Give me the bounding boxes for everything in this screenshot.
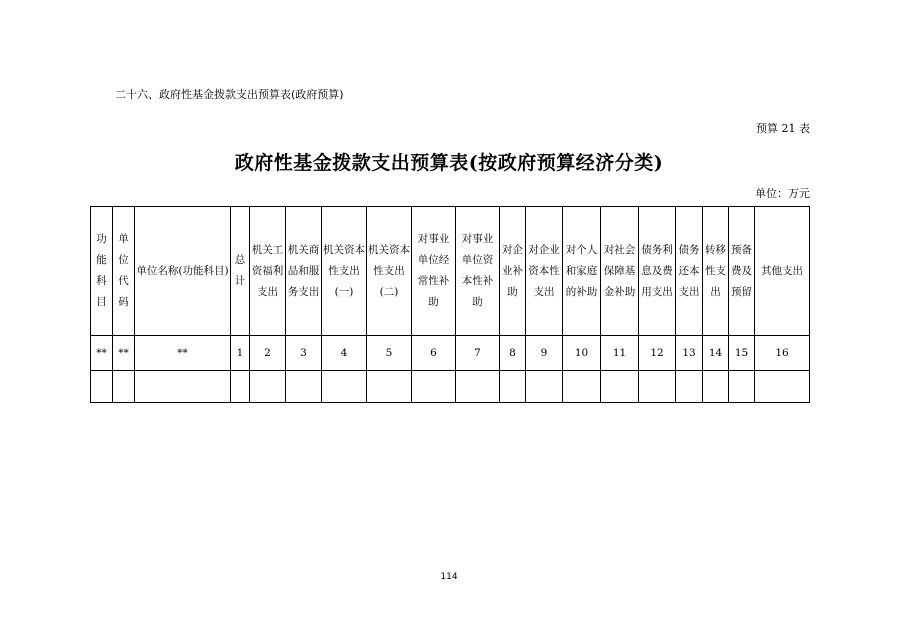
column-index-cell: 8: [500, 336, 526, 371]
index-row: [91, 336, 810, 371]
empty-cell: [500, 371, 526, 403]
column-header: 对企业 资本性 支出: [526, 207, 563, 336]
empty-cell: [322, 371, 367, 403]
column-header: 对事业 单位资 本性补 助: [456, 207, 500, 336]
table-code: 预算 21 表: [756, 122, 810, 135]
column-header: 债务 还本 支出: [676, 207, 703, 336]
empty-cell: [526, 371, 563, 403]
column-index-cell: 12: [639, 336, 676, 371]
empty-cell: [250, 371, 286, 403]
empty-cell: [755, 371, 810, 403]
empty-cell: [367, 371, 412, 403]
empty-cell: [676, 371, 703, 403]
column-index-cell: 6: [412, 336, 456, 371]
empty-cell: [456, 371, 500, 403]
column-index-cell: 2: [250, 336, 286, 371]
unit-label: 单位：万元: [755, 187, 810, 200]
column-header: 对企 业补 助: [500, 207, 526, 336]
column-index-cell: 3: [286, 336, 322, 371]
empty-cell: [703, 371, 729, 403]
column-header: 功 能 科 目: [91, 207, 113, 336]
empty-cell: [135, 371, 231, 403]
empty-cell: [91, 371, 113, 403]
empty-cell: [286, 371, 322, 403]
column-header: 转移 性支 出: [703, 207, 729, 336]
column-index-cell: 1: [231, 336, 250, 371]
column-header: 对社会 保障基 金补助: [601, 207, 639, 336]
column-index-cell: 15: [729, 336, 755, 371]
column-header: 总 计: [231, 207, 250, 336]
column-index-cell: 10: [563, 336, 601, 371]
empty-cell: [563, 371, 601, 403]
empty-cell: [412, 371, 456, 403]
column-index-cell: 4: [322, 336, 367, 371]
column-index-cell: **: [135, 336, 231, 371]
page-number: 114: [440, 572, 458, 582]
empty-cell: [729, 371, 755, 403]
column-header: 对个人 和家庭 的补助: [563, 207, 601, 336]
column-header: 机关资本 性支出 (二): [367, 207, 412, 336]
column-index-cell: 9: [526, 336, 563, 371]
column-header: 机关工 资福利 支出: [250, 207, 286, 336]
column-index-cell: **: [91, 336, 113, 371]
column-header: 机关资本 性支出 (一): [322, 207, 367, 336]
column-header: 单 位 代 码: [113, 207, 135, 336]
column-index-cell: 11: [601, 336, 639, 371]
column-index-cell: **: [113, 336, 135, 371]
column-index-cell: 5: [367, 336, 412, 371]
column-header: 预备 费及 预留: [729, 207, 755, 336]
budget-table: [90, 206, 810, 403]
empty-cell: [639, 371, 676, 403]
column-index-cell: 14: [703, 336, 729, 371]
column-header: 对事业 单位经 常性补 助: [412, 207, 456, 336]
column-index-cell: 7: [456, 336, 500, 371]
empty-cell: [601, 371, 639, 403]
column-index-cell: 16: [755, 336, 810, 371]
column-index-cell: 13: [676, 336, 703, 371]
empty-row: [91, 371, 810, 403]
header-row: [91, 207, 810, 336]
empty-cell: [231, 371, 250, 403]
empty-cell: [113, 371, 135, 403]
section-title: 二十六、政府性基金拨款支出预算表(政府预算): [115, 88, 344, 101]
column-header: 机关商 品和服 务支出: [286, 207, 322, 336]
column-header: 单位名称(功能科目): [135, 207, 231, 336]
column-header: 其他支出: [755, 207, 810, 336]
column-header: 债务利 息及费 用支出: [639, 207, 676, 336]
main-title: 政府性基金拨款支出预算表(按政府预算经济分类): [234, 152, 664, 174]
